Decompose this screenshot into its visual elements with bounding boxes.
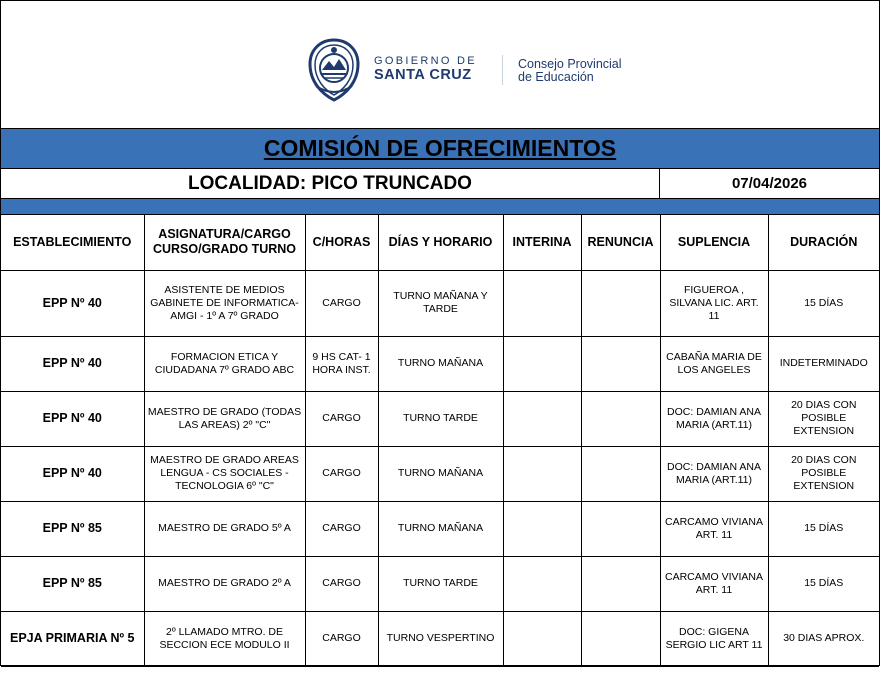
cell-duracion: 15 DÍAS [768, 270, 879, 336]
cell-duracion: 15 DÍAS [768, 556, 879, 611]
col-header-suplencia: SUPLENCIA [660, 215, 768, 270]
cell-renuncia [581, 336, 660, 391]
cell-renuncia [581, 556, 660, 611]
provincial-crest-icon [306, 38, 362, 102]
cell-renuncia [581, 446, 660, 501]
cell-interina [503, 336, 581, 391]
cell-interina [503, 270, 581, 336]
col-header-duracion: DURACIÓN [768, 215, 879, 270]
cell-asignatura: MAESTRO DE GRADO 5º A [144, 501, 305, 556]
cell-asignatura: MAESTRO DE GRADO 2º A [144, 556, 305, 611]
cell-dias: TURNO MAÑANA [378, 336, 503, 391]
title-band [1, 128, 879, 169]
cell-dias: TURNO TARDE [378, 391, 503, 446]
cell-suplencia: DOC: GIGENA SERGIO LIC ART 11 [660, 611, 768, 666]
cell-dias: TURNO TARDE [378, 556, 503, 611]
table-row [1, 336, 879, 391]
locality-row [1, 169, 879, 199]
cell-suplencia: CARCAMO VIVIANA ART. 11 [660, 556, 768, 611]
gov-name-line2: SANTA CRUZ [374, 67, 472, 83]
cell-horas: CARGO [305, 391, 378, 446]
cell-duracion: 15 DÍAS [768, 501, 879, 556]
cell-establecimiento: EPP Nº 85 [1, 501, 144, 556]
cell-asignatura: MAESTRO DE GRADO AREAS LENGUA - CS SOCIALES - TECNOLOGIA 6º "C" [144, 446, 305, 501]
cell-establecimiento: EPP Nº 40 [1, 446, 144, 501]
cell-duracion: 20 DIAS CON POSIBLE EXTENSION [768, 391, 879, 446]
col-header-horas: C/HORAS [305, 215, 378, 270]
col-header-interina: INTERINA [503, 215, 581, 270]
logo-divider [502, 55, 503, 85]
cell-suplencia: CARCAMO VIVIANA ART. 11 [660, 501, 768, 556]
cell-interina [503, 391, 581, 446]
table-row [1, 391, 879, 446]
cell-horas: CARGO [305, 446, 378, 501]
cell-duracion: 30 DIAS APROX. [768, 611, 879, 666]
separator-band [1, 199, 879, 215]
col-header-asignatura: ASIGNATURA/CARGO CURSO/GRADO TURNO [144, 215, 305, 270]
cell-horas: CARGO [305, 270, 378, 336]
cell-renuncia [581, 611, 660, 666]
cell-duracion: 20 DIAS CON POSIBLE EXTENSION [768, 446, 879, 501]
table-row [1, 556, 879, 611]
col-header-establecimiento: ESTABLECIMIENTO [1, 215, 144, 270]
cell-renuncia [581, 391, 660, 446]
cell-establecimiento: EPJA PRIMARIA Nº 5 [1, 611, 144, 666]
col-header-renuncia: RENUNCIA [581, 215, 660, 270]
cell-interina [503, 556, 581, 611]
table-row [1, 446, 879, 501]
cell-interina [503, 611, 581, 666]
cell-establecimiento: EPP Nº 40 [1, 391, 144, 446]
council-name-line2: de Educación [518, 70, 594, 84]
cell-dias: TURNO MAÑANA [378, 446, 503, 501]
cell-suplencia: DOC: DAMIAN ANA MARIA (ART.11) [660, 391, 768, 446]
cell-horas: CARGO [305, 556, 378, 611]
cell-renuncia [581, 501, 660, 556]
cell-establecimiento: EPP Nº 40 [1, 270, 144, 336]
cell-asignatura: 2º LLAMADO MTRO. DE SECCION ECE MODULO II [144, 611, 305, 666]
cell-suplencia: DOC: DAMIAN ANA MARIA (ART.11) [660, 446, 768, 501]
cell-establecimiento: EPP Nº 85 [1, 556, 144, 611]
table-row [1, 270, 879, 336]
cell-horas: 9 HS CAT- 1 HORA INST. [305, 336, 378, 391]
cell-horas: CARGO [305, 501, 378, 556]
cell-duracion: INDETERMINADO [768, 336, 879, 391]
cell-dias: TURNO MAÑANA Y TARDE [378, 270, 503, 336]
gov-name-line1: GOBIERNO DE [374, 55, 477, 67]
page-title: COMISIÓN DE OFRECIMIENTOS [263, 135, 617, 161]
table-header-row [1, 215, 879, 270]
cell-horas: CARGO [305, 611, 378, 666]
col-header-dias: DÍAS Y HORARIO [378, 215, 503, 270]
cell-asignatura: ASISTENTE DE MEDIOS GABINETE DE INFORMATICA- AMGI - 1º A 7º GRADO [144, 270, 305, 336]
date-label: 07/04/2026 [731, 175, 808, 192]
cell-dias: TURNO VESPERTINO [378, 611, 503, 666]
cell-interina [503, 501, 581, 556]
cell-asignatura: FORMACION ETICA Y CIUDADANA 7º GRADO ABC [144, 336, 305, 391]
cell-asignatura: MAESTRO DE GRADO (TODAS LAS AREAS) 2º "C" [144, 391, 305, 446]
locality-label: LOCALIDAD: PICO TRUNCADO [1, 169, 660, 198]
offers-table [1, 215, 879, 667]
table-row [1, 501, 879, 556]
table-row [1, 611, 879, 666]
council-name-line1: Consejo Provincial [518, 57, 622, 71]
cell-suplencia: CABAÑA MARIA DE LOS ANGELES [660, 336, 768, 391]
header-logo-area [1, 1, 879, 128]
cell-renuncia [581, 270, 660, 336]
cell-establecimiento: EPP Nº 40 [1, 336, 144, 391]
cell-dias: TURNO MAÑANA [378, 501, 503, 556]
cell-suplencia: FIGUEROA , SILVANA LIC. ART. 11 [660, 270, 768, 336]
cell-interina [503, 446, 581, 501]
